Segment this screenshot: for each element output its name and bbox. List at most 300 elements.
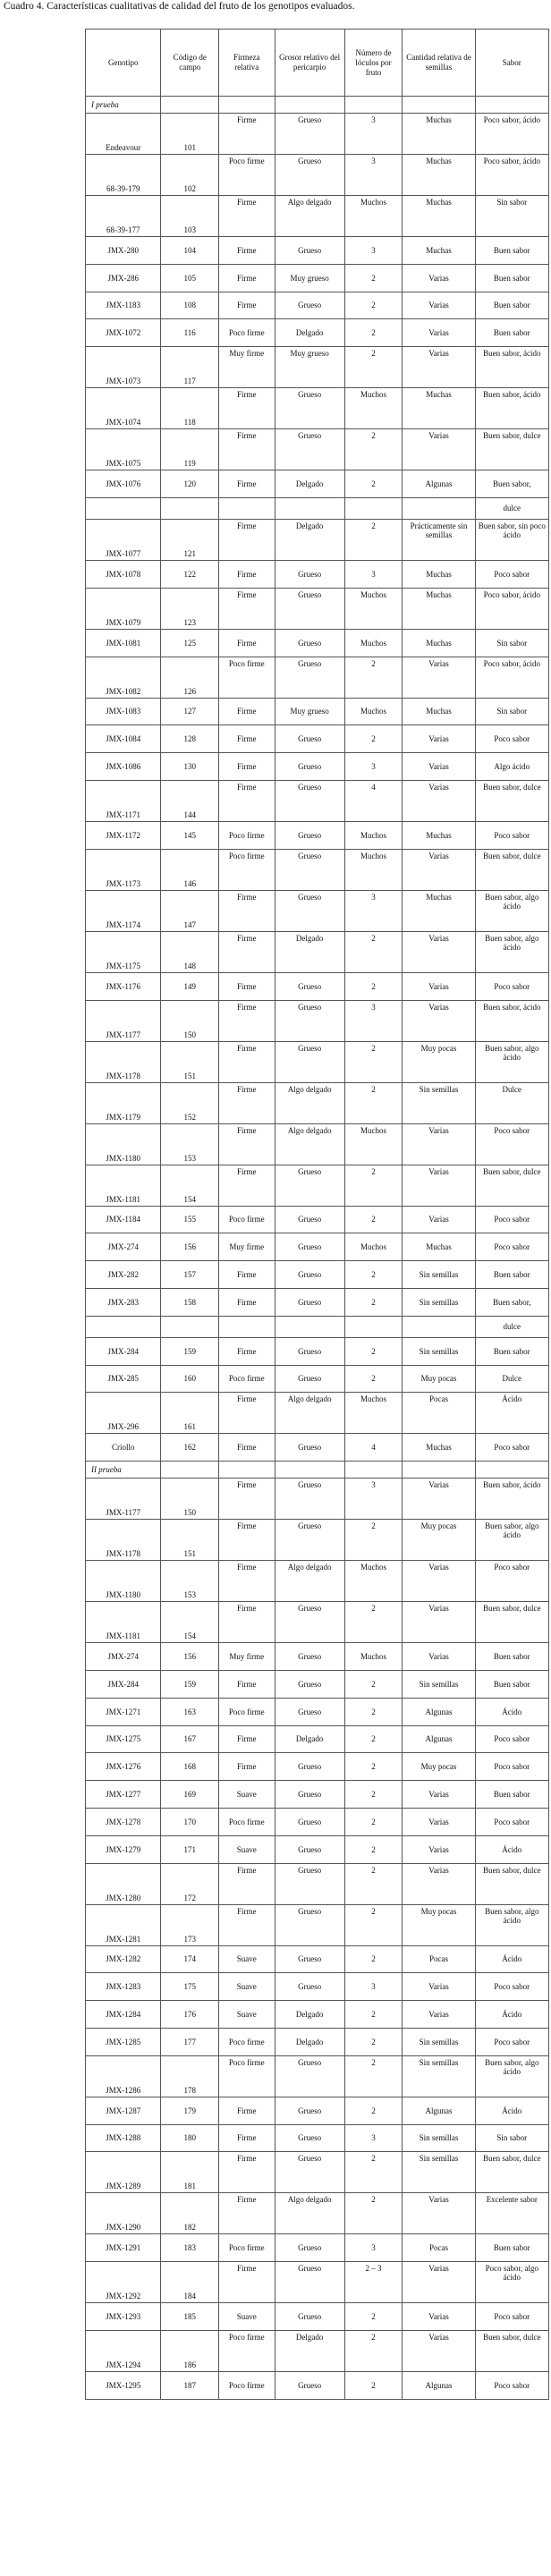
table-row xyxy=(86,1479,549,1520)
cell-flavor: Excelente sabor xyxy=(475,2193,548,2234)
cell-genotype: JMX-1275 xyxy=(86,1725,161,1753)
cell-genotype: JMX-1082 xyxy=(86,657,161,698)
table-row xyxy=(86,388,549,429)
cell-seeds: Sin semillas xyxy=(403,1082,475,1123)
cell-locules: 2 xyxy=(344,1602,403,1643)
cell-locules: 4 xyxy=(344,1434,403,1462)
cell-seeds: Muchas xyxy=(403,1233,475,1261)
cell-genotype: JMX-1177 xyxy=(86,1000,161,1041)
empty-cell xyxy=(275,1462,344,1479)
cell-firmness: Firme xyxy=(219,1000,276,1041)
cell-seeds: Varias xyxy=(403,1165,475,1206)
header-loculos: Número de lóculos por fruto xyxy=(344,30,403,97)
cell-pericarp: Grueso xyxy=(275,1261,344,1289)
cell-pericarp: Grueso xyxy=(275,588,344,629)
cell-genotype: JMX-1075 xyxy=(86,429,161,470)
cell-field-code: 102 xyxy=(161,155,219,196)
table-row xyxy=(86,1165,549,1206)
cell-genotype: JMX-1086 xyxy=(86,753,161,781)
cell-flavor: Buen sabor, sin poco ácido xyxy=(475,519,548,560)
cell-field-code: 101 xyxy=(161,114,219,155)
cell-field-code: 181 xyxy=(161,2152,219,2193)
cell-genotype: JMX-1291 xyxy=(86,2234,161,2262)
cell-flavor: Buen sabor, algo ácido xyxy=(475,2055,548,2097)
cell-field-code: 103 xyxy=(161,196,219,237)
cell-seeds: Pocas xyxy=(403,2234,475,2262)
table-row xyxy=(86,2303,549,2331)
cell-pericarp: Grueso xyxy=(275,849,344,890)
cell-firmness: Firme xyxy=(219,1753,276,1781)
cell-pericarp: Grueso xyxy=(275,2124,344,2152)
cell-field-code: 180 xyxy=(161,2124,219,2152)
cell-firmness: Firme xyxy=(219,1082,276,1123)
cell-field-code xyxy=(161,1316,219,1337)
cell-genotype: JMX-1074 xyxy=(86,388,161,429)
cell-pericarp: Grueso xyxy=(275,1643,344,1671)
cell-flavor: Poco sabor, ácido xyxy=(475,657,548,698)
cell-firmness: Firme xyxy=(219,2152,276,2193)
cell-firmness: Suave xyxy=(219,2303,276,2331)
cell-genotype xyxy=(86,1316,161,1337)
cell-pericarp: Grueso xyxy=(275,155,344,196)
table-row xyxy=(86,1123,549,1165)
cell-pericarp: Grueso xyxy=(275,725,344,753)
cell-field-code: 108 xyxy=(161,292,219,319)
cell-pericarp: Grueso xyxy=(275,2234,344,2262)
cell-genotype: JMX-1184 xyxy=(86,1206,161,1233)
section-title: I prueba xyxy=(86,97,161,114)
cell-genotype: JMX-1179 xyxy=(86,1082,161,1123)
cell-pericarp: Grueso xyxy=(275,1670,344,1698)
cell-firmness: Poco firme xyxy=(219,2330,276,2371)
table-row xyxy=(86,114,549,155)
cell-firmness: Suave xyxy=(219,1835,276,1863)
cell-locules: 3 xyxy=(344,890,403,931)
table-row xyxy=(86,2097,549,2124)
table-row xyxy=(86,1000,549,1041)
cell-field-code: 147 xyxy=(161,890,219,931)
cell-firmness: Firme xyxy=(219,588,276,629)
empty-cell xyxy=(219,1462,276,1479)
cell-seeds xyxy=(403,1316,475,1337)
cell-locules: 2 xyxy=(344,1082,403,1123)
cell-locules: 2 xyxy=(344,657,403,698)
table-row xyxy=(86,1206,549,1233)
cell-flavor: Buen sabor xyxy=(475,1670,548,1698)
cell-pericarp: Algo delgado xyxy=(275,2193,344,2234)
cell-flavor: Poco sabor, ácido xyxy=(475,114,548,155)
cell-locules: 3 xyxy=(344,1973,403,2001)
cell-genotype: JMX-1178 xyxy=(86,1041,161,1082)
cell-locules: 2 xyxy=(344,1041,403,1082)
cell-pericarp: Grueso xyxy=(275,1520,344,1561)
cell-field-code: 148 xyxy=(161,931,219,972)
cell-field-code: 104 xyxy=(161,237,219,265)
cell-seeds: Varias xyxy=(403,1973,475,2001)
cell-flavor: Algo ácido xyxy=(475,753,548,781)
cell-flavor: Dulce xyxy=(475,1365,548,1393)
cell-field-code: 169 xyxy=(161,1781,219,1809)
cell-field-code: 122 xyxy=(161,560,219,588)
table-row xyxy=(86,1973,549,2001)
table-row xyxy=(86,519,549,560)
cell-seeds: Algunas xyxy=(403,1698,475,1725)
cell-locules: 2 xyxy=(344,1165,403,1206)
cell-flavor: Buen sabor, dulce xyxy=(475,1165,548,1206)
cell-seeds: Muy pocas xyxy=(403,1041,475,1082)
cell-locules: Muchos xyxy=(344,1561,403,1602)
cell-seeds: Varias xyxy=(403,753,475,781)
cell-pericarp: Grueso xyxy=(275,2152,344,2193)
header-genotipo: Genotipo xyxy=(86,30,161,97)
header-sabor: Sabor xyxy=(475,30,548,97)
cell-field-code: 123 xyxy=(161,588,219,629)
cell-seeds xyxy=(403,497,475,519)
cell-pericarp: Algo delgado xyxy=(275,1561,344,1602)
cell-seeds: Prácticamente sin semillas xyxy=(403,519,475,560)
cell-firmness: Poco firme xyxy=(219,2234,276,2262)
cell-genotype: JMX-1279 xyxy=(86,1835,161,1863)
cell-pericarp: Algo delgado xyxy=(275,1123,344,1165)
cell-locules: 2 xyxy=(344,519,403,560)
cell-field-code: 155 xyxy=(161,1206,219,1233)
cell-seeds: Muchas xyxy=(403,821,475,849)
cell-firmness xyxy=(219,497,276,519)
cell-genotype: JMX-1180 xyxy=(86,1123,161,1165)
cell-firmness: Firme xyxy=(219,1393,276,1434)
cell-seeds: Muy pocas xyxy=(403,1520,475,1561)
table-row xyxy=(86,264,549,292)
cell-pericarp: Grueso xyxy=(275,2262,344,2303)
table-row xyxy=(86,2124,549,2152)
cell-firmness: Poco firme xyxy=(219,155,276,196)
table-row xyxy=(86,2262,549,2303)
cell-firmness: Poco firme xyxy=(219,2371,276,2399)
cell-locules: 2 xyxy=(344,2055,403,2097)
cell-field-code: 117 xyxy=(161,347,219,388)
table-row xyxy=(86,2001,549,2029)
cell-genotype: JMX-1073 xyxy=(86,347,161,388)
cell-firmness: Suave xyxy=(219,1945,276,1973)
cell-pericarp: Grueso xyxy=(275,1434,344,1462)
cell-seeds: Varias xyxy=(403,264,475,292)
cell-flavor: Sin sabor xyxy=(475,629,548,657)
cell-firmness: Firme xyxy=(219,388,276,429)
cell-firmness: Firme xyxy=(219,1863,276,1904)
cell-field-code: 128 xyxy=(161,725,219,753)
cell-firmness: Firme xyxy=(219,780,276,821)
cell-flavor: Buen sabor xyxy=(475,2234,548,2262)
cell-seeds: Varias xyxy=(403,1808,475,1835)
cell-flavor: Buen sabor, dulce xyxy=(475,849,548,890)
cell-field-code: 161 xyxy=(161,1393,219,1434)
cell-seeds: Varias xyxy=(403,725,475,753)
cell-genotype: JMX-1177 xyxy=(86,1479,161,1520)
cell-seeds: Varias xyxy=(403,2262,475,2303)
cell-field-code xyxy=(161,497,219,519)
cell-firmness: Firme xyxy=(219,1434,276,1462)
cell-flavor: Poco sabor xyxy=(475,1561,548,1602)
table-row xyxy=(86,1261,549,1289)
cell-firmness: Firme xyxy=(219,1479,276,1520)
cell-locules: Muchos xyxy=(344,196,403,237)
cell-field-code: 174 xyxy=(161,1945,219,1973)
table-row xyxy=(86,1041,549,1082)
cell-seeds: Muchas xyxy=(403,588,475,629)
cell-seeds: Muchas xyxy=(403,196,475,237)
cell-pericarp: Grueso xyxy=(275,1041,344,1082)
cell-seeds: Algunas xyxy=(403,470,475,498)
cell-genotype: JMX-274 xyxy=(86,1643,161,1671)
cell-flavor: Buen sabor, ácido xyxy=(475,1479,548,1520)
cell-pericarp: Delgado xyxy=(275,2330,344,2371)
cell-seeds: Varias xyxy=(403,2001,475,2029)
cell-seeds: Sin semillas xyxy=(403,2055,475,2097)
cell-seeds: Varias xyxy=(403,1835,475,1863)
cell-flavor: Poco sabor xyxy=(475,2303,548,2331)
cell-seeds: Varias xyxy=(403,849,475,890)
cell-genotype: JMX-1271 xyxy=(86,1698,161,1725)
cell-genotype: JMX-1183 xyxy=(86,292,161,319)
cell-genotype: JMX-1174 xyxy=(86,890,161,931)
cell-field-code: 187 xyxy=(161,2371,219,2399)
cell-field-code: 182 xyxy=(161,2193,219,2234)
cell-genotype: JMX-280 xyxy=(86,237,161,265)
table-row xyxy=(86,2371,549,2399)
cell-pericarp: Grueso xyxy=(275,780,344,821)
cell-locules: 2 xyxy=(344,725,403,753)
table-row xyxy=(86,1602,549,1643)
cell-locules: 3 xyxy=(344,237,403,265)
cell-locules: Muchos xyxy=(344,849,403,890)
cell-firmness: Firme xyxy=(219,2097,276,2124)
cell-pericarp: Grueso xyxy=(275,629,344,657)
cell-pericarp: Muy grueso xyxy=(275,264,344,292)
cell-flavor: Ácido xyxy=(475,1698,548,1725)
table-row xyxy=(86,931,549,972)
cell-flavor: Buen sabor xyxy=(475,264,548,292)
cell-pericarp: Muy grueso xyxy=(275,347,344,388)
cell-field-code: 150 xyxy=(161,1000,219,1041)
cell-genotype: JMX-1172 xyxy=(86,821,161,849)
table-row xyxy=(86,698,549,725)
table-row xyxy=(86,2028,549,2055)
cell-seeds: Varias xyxy=(403,2330,475,2371)
cell-genotype: JMX-1181 xyxy=(86,1602,161,1643)
cell-field-code: 170 xyxy=(161,1808,219,1835)
cell-field-code: 172 xyxy=(161,1863,219,1904)
cell-field-code: 163 xyxy=(161,1698,219,1725)
cell-pericarp: Algo delgado xyxy=(275,1393,344,1434)
cell-seeds: Varias xyxy=(403,780,475,821)
cell-field-code: 167 xyxy=(161,1725,219,1753)
table-row xyxy=(86,1365,549,1393)
empty-cell xyxy=(403,97,475,114)
cell-firmness: Poco firme xyxy=(219,1808,276,1835)
cell-seeds: Algunas xyxy=(403,2097,475,2124)
cell-flavor: Poco sabor xyxy=(475,1753,548,1781)
cell-flavor: Buen sabor, xyxy=(475,470,548,498)
cell-field-code: 120 xyxy=(161,470,219,498)
cell-pericarp: Grueso xyxy=(275,972,344,1000)
cell-firmness: Firme xyxy=(219,629,276,657)
cell-seeds: Sin semillas xyxy=(403,1670,475,1698)
cell-field-code: 156 xyxy=(161,1233,219,1261)
cell-firmness: Poco firme xyxy=(219,2028,276,2055)
cell-genotype: JMX-1084 xyxy=(86,725,161,753)
cell-firmness: Firme xyxy=(219,1041,276,1082)
cell-genotype: JMX-1293 xyxy=(86,2303,161,2331)
table-row xyxy=(86,629,549,657)
cell-genotype: JMX-1078 xyxy=(86,560,161,588)
cell-firmness: Firme xyxy=(219,753,276,781)
cell-field-code: 144 xyxy=(161,780,219,821)
empty-cell xyxy=(161,1462,219,1479)
cell-flavor: Poco sabor xyxy=(475,1206,548,1233)
header-firmeza: Firmeza relativa xyxy=(219,30,276,97)
cell-pericarp: Grueso xyxy=(275,753,344,781)
cell-genotype xyxy=(86,497,161,519)
table-row xyxy=(86,1434,549,1462)
cell-field-code: 171 xyxy=(161,1835,219,1863)
cell-firmness: Firme xyxy=(219,1670,276,1698)
cell-pericarp: Grueso xyxy=(275,1835,344,1863)
cell-seeds: Muchas xyxy=(403,890,475,931)
header-grosor: Grosor relativo del pericarpio xyxy=(275,30,344,97)
cell-field-code: 125 xyxy=(161,629,219,657)
cell-pericarp: Grueso xyxy=(275,1698,344,1725)
cell-seeds: Muy pocas xyxy=(403,1753,475,1781)
cell-firmness: Firme xyxy=(219,237,276,265)
cell-seeds: Varias xyxy=(403,319,475,347)
cell-seeds: Muchas xyxy=(403,388,475,429)
cell-flavor: Poco sabor xyxy=(475,972,548,1000)
cell-locules: Muchos xyxy=(344,1393,403,1434)
cell-genotype: JMX-1079 xyxy=(86,588,161,629)
cell-firmness: Firme xyxy=(219,1520,276,1561)
cell-seeds: Varias xyxy=(403,1561,475,1602)
cell-genotype: Criollo xyxy=(86,1434,161,1462)
cell-pericarp: Delgado xyxy=(275,2028,344,2055)
table-row xyxy=(86,470,549,498)
cell-genotype: JMX-1178 xyxy=(86,1520,161,1561)
cell-locules: 2 xyxy=(344,2371,403,2399)
cell-flavor: Buen sabor, algo ácido xyxy=(475,890,548,931)
cell-firmness xyxy=(219,1316,276,1337)
cell-flavor: Poco sabor xyxy=(475,1725,548,1753)
cell-locules: 4 xyxy=(344,780,403,821)
cell-locules: Muchos xyxy=(344,1643,403,1671)
cell-genotype: JMX-1282 xyxy=(86,1945,161,1973)
table-row xyxy=(86,2193,549,2234)
table-row xyxy=(86,1316,549,1337)
table-row xyxy=(86,1725,549,1753)
table-row xyxy=(86,1945,549,1973)
cell-pericarp: Grueso xyxy=(275,1602,344,1643)
cell-locules: 2 xyxy=(344,2097,403,2124)
cell-locules: 2 xyxy=(344,1835,403,1863)
cell-firmness: Poco firme xyxy=(219,1365,276,1393)
cell-genotype: JMX-1284 xyxy=(86,2001,161,2029)
cell-field-code: 160 xyxy=(161,1365,219,1393)
cell-pericarp: Algo delgado xyxy=(275,196,344,237)
cell-pericarp: Grueso xyxy=(275,1365,344,1393)
table-row xyxy=(86,2152,549,2193)
cell-flavor: Poco sabor xyxy=(475,2371,548,2399)
cell-flavor: Buen sabor, dulce xyxy=(475,429,548,470)
cell-locules: Muchos xyxy=(344,1123,403,1165)
cell-locules: Muchos xyxy=(344,588,403,629)
cell-pericarp: Grueso xyxy=(275,1808,344,1835)
cell-genotype: JMX-284 xyxy=(86,1337,161,1365)
cell-flavor: Poco sabor, algo ácido xyxy=(475,2262,548,2303)
table-row xyxy=(86,2330,549,2371)
cell-genotype: 68-39-177 xyxy=(86,196,161,237)
cell-seeds: Varias xyxy=(403,292,475,319)
cell-field-code: 149 xyxy=(161,972,219,1000)
cell-flavor: Poco sabor xyxy=(475,1973,548,2001)
cell-flavor: dulce xyxy=(475,497,548,519)
cell-pericarp: Grueso xyxy=(275,1206,344,1233)
table-row xyxy=(86,196,549,237)
cell-flavor: Buen sabor, dulce xyxy=(475,2330,548,2371)
cell-genotype: JMX-282 xyxy=(86,1261,161,1289)
cell-flavor: Poco sabor xyxy=(475,1808,548,1835)
cell-flavor: Buen sabor, algo ácido xyxy=(475,931,548,972)
cell-locules: 2 xyxy=(344,1753,403,1781)
cell-pericarp: Grueso xyxy=(275,890,344,931)
cell-field-code: 156 xyxy=(161,1643,219,1671)
cell-locules: 3 xyxy=(344,753,403,781)
cell-pericarp: Grueso xyxy=(275,657,344,698)
cell-flavor: Buen sabor xyxy=(475,1261,548,1289)
cell-genotype: JMX-296 xyxy=(86,1393,161,1434)
cell-seeds: Muchas xyxy=(403,560,475,588)
cell-pericarp: Delgado xyxy=(275,931,344,972)
cell-pericarp: Grueso xyxy=(275,1753,344,1781)
cell-pericarp: Muy grueso xyxy=(275,698,344,725)
section-row xyxy=(86,1462,549,1479)
cell-locules: 2 xyxy=(344,1261,403,1289)
table-row xyxy=(86,1561,549,1602)
cell-seeds: Sin semillas xyxy=(403,2028,475,2055)
table-row xyxy=(86,780,549,821)
cell-genotype: JMX-1287 xyxy=(86,2097,161,2124)
cell-genotype: JMX-1077 xyxy=(86,519,161,560)
cell-seeds: Sin semillas xyxy=(403,1288,475,1316)
table-row xyxy=(86,1863,549,1904)
empty-cell xyxy=(344,1462,403,1479)
cell-seeds: Varias xyxy=(403,1602,475,1643)
table-row xyxy=(86,319,549,347)
cell-firmness: Muy firme xyxy=(219,347,276,388)
cell-locules: 3 xyxy=(344,2124,403,2152)
cell-genotype: JMX-1286 xyxy=(86,2055,161,2097)
cell-genotype: JMX-1180 xyxy=(86,1561,161,1602)
cell-genotype: JMX-1276 xyxy=(86,1753,161,1781)
cell-locules: 2 xyxy=(344,1945,403,1973)
cell-locules xyxy=(344,497,403,519)
cell-firmness: Firme xyxy=(219,1602,276,1643)
cell-locules: 2 xyxy=(344,1520,403,1561)
cell-seeds: Algunas xyxy=(403,1725,475,1753)
cell-seeds: Sin semillas xyxy=(403,2152,475,2193)
cell-seeds: Muchas xyxy=(403,237,475,265)
cell-pericarp: Grueso xyxy=(275,237,344,265)
cell-seeds: Varias xyxy=(403,1643,475,1671)
cell-pericarp: Grueso xyxy=(275,429,344,470)
cell-genotype: JMX-1283 xyxy=(86,1973,161,2001)
